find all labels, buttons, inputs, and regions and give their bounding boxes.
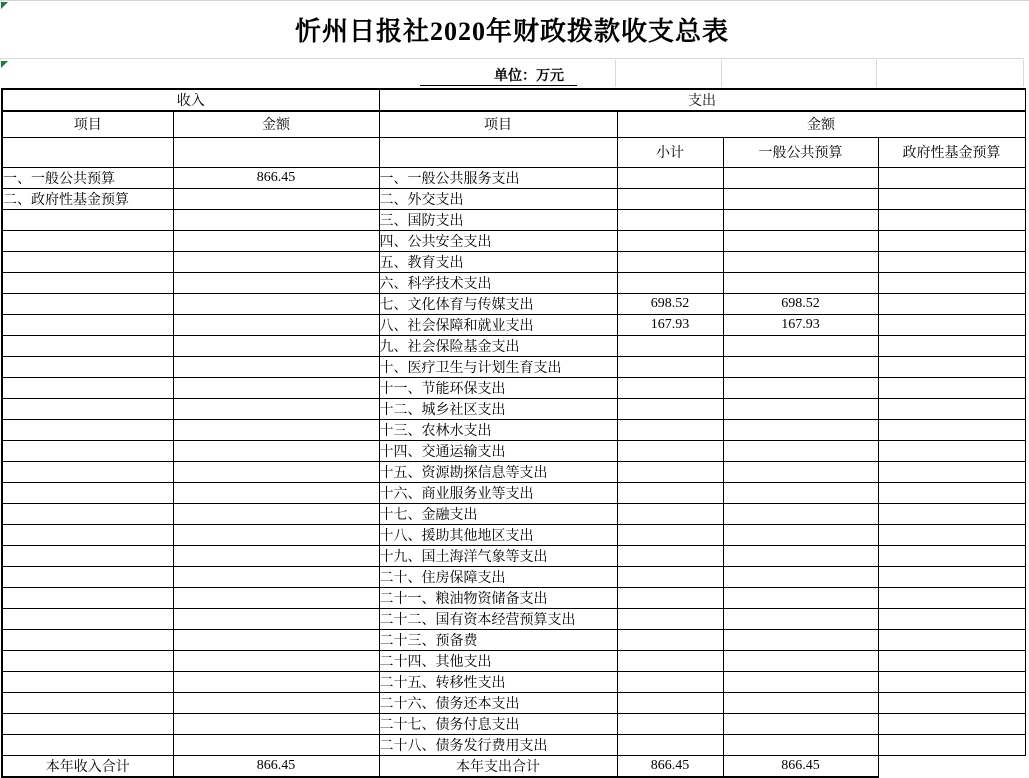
- income-amount-cell: [173, 419, 379, 440]
- expense-subtotal-cell: [617, 545, 723, 566]
- expense-general-cell: [723, 503, 878, 524]
- gridline: [721, 60, 722, 87]
- expense-item-cell: 十六、商业服务业等支出: [379, 482, 617, 503]
- income-item-cell: [2, 734, 173, 755]
- income-amount-cell: [173, 251, 379, 272]
- income-item-cell: [2, 587, 173, 608]
- expense-subtotal-cell: [617, 566, 723, 587]
- expense-subtotal-cell: [617, 692, 723, 713]
- income-item-cell: [2, 482, 173, 503]
- expense-govfund-cell: [878, 377, 1025, 398]
- expense-general-cell: [723, 545, 878, 566]
- expense-general-cell: [723, 440, 878, 461]
- expense-total-subtotal: 866.45: [617, 755, 723, 777]
- income-item-cell: [2, 524, 173, 545]
- expense-item-cell: 二十七、债务付息支出: [379, 713, 617, 734]
- table-row: [2, 377, 1025, 398]
- expense-general-cell: [723, 629, 878, 650]
- income-item-cell: [2, 356, 173, 377]
- expense-general-cell: [723, 230, 878, 251]
- expense-item-cell: 二十四、其他支出: [379, 650, 617, 671]
- income-item-cell: [2, 692, 173, 713]
- expense-item-cell: 一、一般公共服务支出: [379, 167, 617, 188]
- table-row: [2, 545, 1025, 566]
- expense-subtotal-cell: [617, 398, 723, 419]
- expense-govfund-cell: [878, 440, 1025, 461]
- table-row: [2, 608, 1025, 629]
- expense-subtotal-cell: [617, 356, 723, 377]
- empty-header-cell: [2, 137, 173, 167]
- expense-subtotal-cell: [617, 524, 723, 545]
- title-cell: [0, 1, 1024, 59]
- income-item-cell: [2, 503, 173, 524]
- table-row: [2, 314, 1025, 335]
- expense-govfund-cell: [878, 356, 1025, 377]
- expense-item-cell: 二、外交支出: [379, 188, 617, 209]
- expense-govfund-cell: [878, 272, 1025, 293]
- expense-govfund-cell: [878, 545, 1025, 566]
- expense-subtotal-cell: [617, 713, 723, 734]
- expense-general-cell: 167.93: [723, 314, 878, 335]
- income-amount-cell: [173, 545, 379, 566]
- expense-item-header: 项目: [379, 111, 617, 137]
- expense-item-cell: 四、公共安全支出: [379, 230, 617, 251]
- expense-govfund-cell: [878, 650, 1025, 671]
- page-title: 忻州日报社2020年财政拨款收支总表: [294, 17, 729, 46]
- income-amount-cell: [173, 230, 379, 251]
- expense-govfund-cell: [878, 692, 1025, 713]
- expense-govfund-cell: [878, 293, 1025, 314]
- expense-total-label: 本年支出合计: [379, 755, 617, 777]
- expense-section-header: 支出: [379, 89, 1025, 111]
- expense-subtotal-cell: [617, 671, 723, 692]
- table-row: [2, 734, 1025, 755]
- expense-general-cell: [723, 608, 878, 629]
- expense-subtotal-cell: [617, 188, 723, 209]
- expense-item-cell: 二十三、预备费: [379, 629, 617, 650]
- income-amount-cell: [173, 482, 379, 503]
- expense-govfund-cell: [878, 461, 1025, 482]
- income-amount-cell: 866.45: [173, 167, 379, 188]
- income-section-header: 收入: [2, 89, 379, 111]
- expense-item-cell: 十九、国土海洋气象等支出: [379, 545, 617, 566]
- income-amount-cell: [173, 272, 379, 293]
- expense-item-cell: 十三、农林水支出: [379, 419, 617, 440]
- income-item-cell: [2, 251, 173, 272]
- expense-general-cell: 698.52: [723, 293, 878, 314]
- expense-subtotal-cell: [617, 629, 723, 650]
- gov-fund-budget-header: 政府性基金预算: [878, 137, 1025, 167]
- table-row: [2, 209, 1025, 230]
- expense-general-cell: [723, 461, 878, 482]
- expense-item-cell: 二十五、转移性支出: [379, 671, 617, 692]
- income-item-cell: [2, 545, 173, 566]
- empty-header-cell: [379, 137, 617, 167]
- table-row: [2, 419, 1025, 440]
- income-item-cell: [2, 293, 173, 314]
- income-amount-cell: [173, 188, 379, 209]
- general-budget-header: 一般公共预算: [723, 137, 878, 167]
- expense-general-cell: [723, 482, 878, 503]
- expense-general-cell: [723, 398, 878, 419]
- expense-general-cell: [723, 167, 878, 188]
- table-row: [2, 671, 1025, 692]
- expense-subtotal-cell: [617, 419, 723, 440]
- income-amount-cell: [173, 713, 379, 734]
- income-item-header: 项目: [2, 111, 173, 137]
- income-amount-cell: [173, 650, 379, 671]
- expense-general-cell: [723, 377, 878, 398]
- income-amount-cell: [173, 293, 379, 314]
- expense-general-cell: [723, 650, 878, 671]
- income-item-cell: [2, 314, 173, 335]
- expense-govfund-cell: [878, 314, 1025, 335]
- expense-general-cell: [723, 524, 878, 545]
- expense-subtotal-cell: [617, 503, 723, 524]
- expense-general-cell: [723, 587, 878, 608]
- income-amount-cell: [173, 692, 379, 713]
- table-row: [2, 566, 1025, 587]
- expense-govfund-cell: [878, 167, 1025, 188]
- expense-govfund-cell: [878, 209, 1025, 230]
- expense-govfund-cell: [878, 671, 1025, 692]
- income-amount-cell: [173, 356, 379, 377]
- expense-general-cell: [723, 713, 878, 734]
- table-row: [2, 188, 1025, 209]
- expense-item-cell: 二十六、债务还本支出: [379, 692, 617, 713]
- expense-subtotal-cell: 167.93: [617, 314, 723, 335]
- expense-subtotal-cell: [617, 734, 723, 755]
- expense-item-cell: 八、社会保障和就业支出: [379, 314, 617, 335]
- expense-subtotal-cell: [617, 377, 723, 398]
- gridline: [876, 60, 877, 87]
- income-amount-cell: [173, 587, 379, 608]
- income-item-cell: [2, 398, 173, 419]
- income-item-cell: [2, 461, 173, 482]
- income-item-cell: [2, 419, 173, 440]
- expense-govfund-cell: [878, 398, 1025, 419]
- income-item-cell: 二、政府性基金预算: [2, 188, 173, 209]
- expense-subtotal-cell: 698.52: [617, 293, 723, 314]
- expense-item-cell: 五、教育支出: [379, 251, 617, 272]
- expense-general-cell: [723, 419, 878, 440]
- table-row: [2, 230, 1025, 251]
- income-amount-header: 金额: [173, 111, 379, 137]
- expense-item-cell: 二十一、粮油物资储备支出: [379, 587, 617, 608]
- expense-total-govfund: [878, 755, 1025, 777]
- unit-row: [0, 60, 1024, 88]
- expense-subtotal-cell: [617, 482, 723, 503]
- income-item-cell: [2, 629, 173, 650]
- table-row: [2, 440, 1025, 461]
- totals-row: [2, 755, 1025, 777]
- table-row: [2, 356, 1025, 377]
- expense-govfund-cell: [878, 566, 1025, 587]
- income-amount-cell: [173, 629, 379, 650]
- expense-govfund-cell: [878, 503, 1025, 524]
- income-item-cell: [2, 713, 173, 734]
- expense-subtotal-cell: [617, 650, 723, 671]
- expense-govfund-cell: [878, 608, 1025, 629]
- income-amount-cell: [173, 398, 379, 419]
- table-row: [2, 251, 1025, 272]
- table-row: [2, 629, 1025, 650]
- income-amount-cell: [173, 524, 379, 545]
- cell-error-flag-icon: [1, 2, 8, 9]
- expense-item-cell: 十八、援助其他地区支出: [379, 524, 617, 545]
- income-item-cell: [2, 650, 173, 671]
- expense-item-cell: 六、科学技术支出: [379, 272, 617, 293]
- expense-govfund-cell: [878, 419, 1025, 440]
- expense-general-cell: [723, 209, 878, 230]
- expense-subtotal-cell: [617, 608, 723, 629]
- expense-subtotal-cell: [617, 272, 723, 293]
- expense-general-cell: [723, 671, 878, 692]
- expense-item-cell: 二十、住房保障支出: [379, 566, 617, 587]
- income-item-cell: [2, 377, 173, 398]
- income-amount-cell: [173, 671, 379, 692]
- expense-govfund-cell: [878, 188, 1025, 209]
- expense-govfund-cell: [878, 335, 1025, 356]
- empty-header-cell: [173, 137, 379, 167]
- expense-govfund-cell: [878, 734, 1025, 755]
- income-amount-cell: [173, 734, 379, 755]
- table-row: [2, 335, 1025, 356]
- expense-govfund-cell: [878, 251, 1025, 272]
- table-row: [2, 398, 1025, 419]
- income-amount-cell: [173, 608, 379, 629]
- expense-subtotal-cell: [617, 251, 723, 272]
- income-item-cell: [2, 566, 173, 587]
- expense-general-cell: [723, 335, 878, 356]
- table-row: [2, 650, 1025, 671]
- expense-item-cell: 十七、金融支出: [379, 503, 617, 524]
- table-row: [2, 293, 1025, 314]
- expense-subtotal-cell: [617, 167, 723, 188]
- expense-subtotal-cell: [617, 209, 723, 230]
- income-total-amount: 866.45: [173, 755, 379, 777]
- income-total-label: 本年收入合计: [2, 755, 173, 777]
- subtotal-header: 小计: [617, 137, 723, 167]
- table-body: [2, 167, 1025, 755]
- expense-item-cell: 二十八、债务发行费用支出: [379, 734, 617, 755]
- gridline: [1023, 60, 1024, 87]
- gridline: [615, 60, 616, 87]
- unit-underline: [420, 85, 577, 86]
- income-item-cell: [2, 335, 173, 356]
- expense-general-cell: [723, 272, 878, 293]
- income-amount-cell: [173, 314, 379, 335]
- expense-subtotal-cell: [617, 440, 723, 461]
- budget-table: [1, 88, 1026, 778]
- expense-general-cell: [723, 251, 878, 272]
- expense-subtotal-cell: [617, 461, 723, 482]
- expense-item-cell: 七、文化体育与传媒支出: [379, 293, 617, 314]
- expense-subtotal-cell: [617, 335, 723, 356]
- expense-item-cell: 二十二、国有资本经营预算支出: [379, 608, 617, 629]
- income-item-cell: [2, 440, 173, 461]
- unit-label: 单位：万元: [494, 69, 564, 84]
- income-amount-cell: [173, 377, 379, 398]
- income-item-cell: [2, 671, 173, 692]
- table-row: [2, 713, 1025, 734]
- income-amount-cell: [173, 335, 379, 356]
- expense-govfund-cell: [878, 629, 1025, 650]
- income-amount-cell: [173, 209, 379, 230]
- income-amount-cell: [173, 566, 379, 587]
- income-item-cell: 一、一般公共预算: [2, 167, 173, 188]
- table-row: [2, 167, 1025, 188]
- expense-total-general: 866.45: [723, 755, 878, 777]
- table-row: [2, 272, 1025, 293]
- expense-amount-header: 金额: [617, 111, 1025, 137]
- expense-item-cell: 十、医疗卫生与计划生育支出: [379, 356, 617, 377]
- expense-subtotal-cell: [617, 587, 723, 608]
- expense-item-cell: 三、国防支出: [379, 209, 617, 230]
- expense-item-cell: 十一、节能环保支出: [379, 377, 617, 398]
- income-item-cell: [2, 230, 173, 251]
- income-item-cell: [2, 272, 173, 293]
- income-item-cell: [2, 209, 173, 230]
- income-amount-cell: [173, 503, 379, 524]
- table-row: [2, 524, 1025, 545]
- expense-general-cell: [723, 692, 878, 713]
- income-amount-cell: [173, 440, 379, 461]
- table-row: [2, 692, 1025, 713]
- expense-govfund-cell: [878, 524, 1025, 545]
- table-row: [2, 461, 1025, 482]
- expense-item-cell: 九、社会保险基金支出: [379, 335, 617, 356]
- income-amount-cell: [173, 461, 379, 482]
- income-item-cell: [2, 608, 173, 629]
- expense-govfund-cell: [878, 230, 1025, 251]
- expense-item-cell: 十四、交通运输支出: [379, 440, 617, 461]
- expense-general-cell: [723, 356, 878, 377]
- expense-general-cell: [723, 566, 878, 587]
- expense-general-cell: [723, 734, 878, 755]
- expense-govfund-cell: [878, 587, 1025, 608]
- expense-govfund-cell: [878, 482, 1025, 503]
- table-row: [2, 503, 1025, 524]
- expense-subtotal-cell: [617, 230, 723, 251]
- expense-govfund-cell: [878, 713, 1025, 734]
- table-row: [2, 482, 1025, 503]
- expense-item-cell: 十五、资源勘探信息等支出: [379, 461, 617, 482]
- expense-general-cell: [723, 188, 878, 209]
- expense-item-cell: 十二、城乡社区支出: [379, 398, 617, 419]
- table-row: [2, 587, 1025, 608]
